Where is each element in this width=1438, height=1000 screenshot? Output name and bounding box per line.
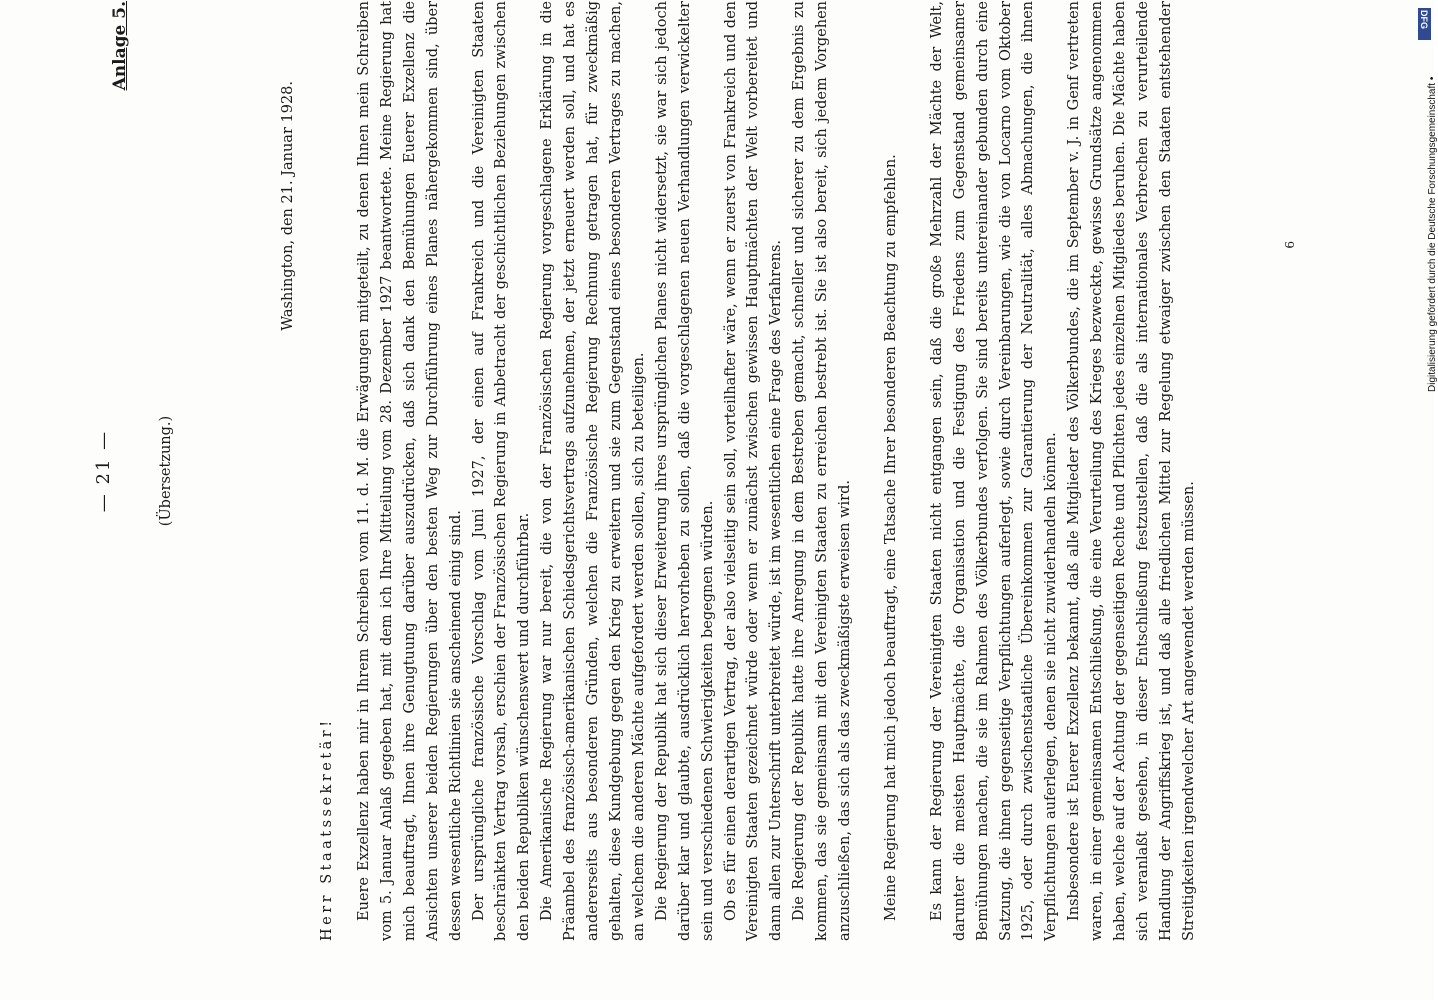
paragraph: Die Amerikanische Regierung war nur bereit, die von der Französischen Regierung vorgeschlagene Erklärung in die Präambel des französisch-amerikanischen Schiedsgerichtsvertrags aufzunehmen, der jetzt erneuert werden soll, und hat es andererseits aus besonderen Gründen, welchen die Französische Regierung Rechnung getragen hat, für zweckmäßig gehalten, diese Kundgebung gegen den Krieg zu erweitern und sie zum Gegenstand eines besonderen Vertrages zu machen, an welchem die anderen Mächte aufgefordert werden sollen, sich zu beteiligen. — [539, 1, 647, 941]
dfg-logo-text: DFG — [1419, 10, 1429, 29]
annex-label: Anlage 5. — [110, 1, 130, 91]
paragraph: Insbesondere ist Euerer Exzellenz bekannt, daß alle Mitglieder des Völkerbundes, die im September v. J. in Genf vertreten waren, in einer gemeinsamen Entschließung, die eine Verurteilung des Krieges bezweckte, gewisse Grundsätze angenommen haben, welche auf der Achtung der gegenseitigen Rechte und Pflichten jedes einzelnen Mitgliedes beruhen. Die Mächte haben sich veranlaßt gesehen, in dieser Entschließung festzustellen, daß die als internationales Verbrechen zu verurteilende Handlung der Angriffskrieg ist, und daß alle friedlichen Mittel zur Regelung etwaiger zwischen den Staaten entstehender Streitigkeiten irgendwelcher Art angewendet werden müssen. — [1066, 1, 1197, 941]
dateline: Washington, den 21. Januar 1928. — [280, 81, 296, 331]
paragraph: Die Regierung der Republik hatte ihre Anregung in dem Bestreben gemacht, schneller und sicherer zu dem Ergebnis zu kommen, das sie gemeinsam mit den Vereinigten Staaten zu erreichen bestrebt ist. Sie ist also bereit, sich jedem Vorgehen anzuschließen, das sich als das zweckmäßigste erweisen wird. — [791, 1, 854, 941]
paragraph: Euere Exzellenz haben mir in Ihrem Schreiben vom 11. d. M. die Erwägungen mitgeteilt, zu denen Ihnen mein Schreiben vom 5. Januar Anlaß gegeben hat, mit dem ich Ihre Mitteilung vom 28. Dezember 1927 beantwortete. Meine Regierung hat mich beauftragt, Ihnen ihre Genugtuung darüber auszudrücken, daß sich dank den Bemühungen Euerer Exzellenz die Ansichten unserer beiden Regierungen über den besten Weg zur Durchführung eines Planes nähergekommen sind, über dessen wesentliche Richtlinien sie anscheinend einig sind. — [356, 1, 464, 941]
paragraph: Der ursprüngliche französische Vorschlag vom Juni 1927, der einen auf Frankreich und die Vereinigten Staaten beschränkten Vertrag vorsah, erschien der Französischen Regierung in Anbetracht der geschichtlichen Beziehungen zwischen den beiden Republiken wünschenswert und durchführbar. — [470, 1, 533, 941]
paragraph: Meine Regierung hat mich jedoch beauftragt, eine Tatsache Ihrer besonderen Beachtung zu empfehlen. — [882, 154, 899, 921]
digitization-credit: Digitalisierung gefördert durch die Deutsche Forschungsgemeinschaft • — [1427, 76, 1438, 392]
document-body — [93, 1, 1307, 941]
paragraph: Die Regierung der Republik hat sich dieser Erweiterung ihres ursprünglichen Planes nicht widersetzt, sie war sich jedoch darüber klar und glaubte, ausdrücklich hervorheben zu sollen, daß die vorgeschlagenen neuen Verhandlungen verwickelter sein und verschiedenen Schwierigkeiten begegnen würden. — [653, 1, 716, 941]
translation-note: (Übersetzung.) — [158, 415, 174, 527]
letter-text — [353, 1, 1201, 941]
paragraph: Ob es für einen derartigen Vertrag, der also vielseitig sein soll, vorteilhafter wäre, wenn er zuerst von Frankreich und den Vereinigten Staaten gezeichnet würde oder wenn er zunächst zwischen gewissen Hauptmächten der Welt vorbereitet und dann allen zur Unterschrift unterbreitet würde, ist im wesentlichen eine Frage des Verfahrens. — [722, 1, 785, 941]
dfg-logo — [1418, 8, 1431, 40]
page-number: — 21 — — [93, 429, 114, 513]
salutation: Herr Staatssekretär! — [319, 717, 335, 941]
paragraph: Es kann der Regierung der Vereinigten Staaten nicht entgangen sein, daß die große Mehrzahl der Mächte der Welt, darunter die meisten Hauptmächte, die Organisation und die Festigung des Friedens zum Gegenstand gemeinsamer Bemühungen machen, die sie im Rahmen des Völkerbundes verfolgen. Sie sind bereits untereinander gebunden durch eine Satzung, die ihnen gegenseitige Verpflichtungen auferlegt, sowie durch Vereinbarungen, wie die von Locarno vom Oktober 1925, oder durch zwischenstaatliche Übereinkommen zur Garantierung der Neutralität, alles Abmachungen, die ihnen Verpflichtungen auferlegen, denen sie nicht zuwiderhandeln können. — [928, 1, 1060, 941]
footer-number: 6 — [1283, 241, 1297, 249]
